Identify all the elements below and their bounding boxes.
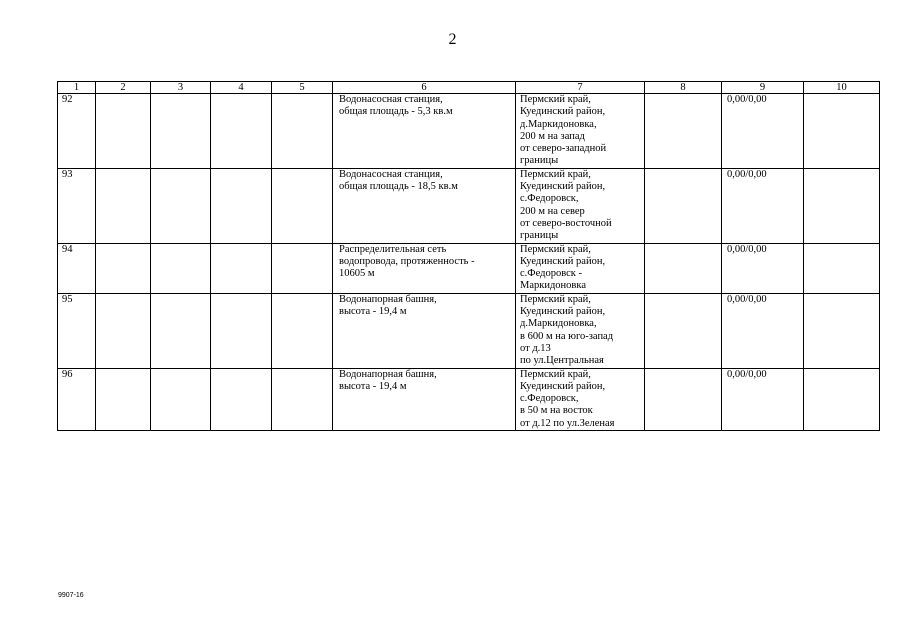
- table-row: [58, 368, 880, 430]
- address-line: 200 м на запад: [520, 130, 585, 142]
- empty-cell: [272, 293, 333, 368]
- object-name-cell: [333, 243, 516, 293]
- empty-cell: [211, 293, 272, 368]
- row-number: 92: [58, 94, 96, 169]
- address-line: от северо-восточной: [520, 217, 612, 229]
- row-number: 93: [58, 168, 96, 243]
- value-cell: 0,00/0,00: [722, 368, 804, 430]
- table-row: [58, 168, 880, 243]
- column-header: 2: [96, 82, 151, 94]
- object-name-line: высота - 19,4 м: [339, 306, 407, 318]
- address-line: по ул.Центральная: [520, 355, 604, 367]
- address-line: Пермский край,: [520, 243, 591, 255]
- address-cell: [516, 168, 645, 243]
- empty-cell: [804, 293, 880, 368]
- empty-cell: [272, 368, 333, 430]
- address-line: от д.12 по ул.Зеленая: [520, 417, 615, 429]
- object-name-line: Водонасосная станция,: [339, 94, 443, 105]
- object-name-line: Водонасосная станция,: [339, 168, 443, 180]
- address-line: с.Федоровск -: [520, 268, 582, 280]
- address-cell: [516, 94, 645, 169]
- empty-cell: [151, 293, 211, 368]
- object-name-line: Водонапорная башня,: [339, 293, 437, 305]
- empty-cell: [272, 243, 333, 293]
- empty-cell: [211, 243, 272, 293]
- empty-cell: [96, 243, 151, 293]
- table-row: [58, 293, 880, 368]
- address-line: Пермский край,: [520, 94, 591, 105]
- address-line: Пермский край,: [520, 293, 591, 305]
- address-line: Маркидоновка: [520, 280, 586, 292]
- object-name-line: высота - 19,4 м: [339, 380, 407, 392]
- column-header: 1: [58, 82, 96, 94]
- address-line: границы: [520, 155, 559, 167]
- table-row: [58, 243, 880, 293]
- address-line: д.Маркидоновка,: [520, 318, 597, 330]
- address-line: д.Маркидоновка,: [520, 118, 597, 130]
- column-numbers-row: [58, 82, 880, 94]
- column-header: 3: [151, 82, 211, 94]
- value-cell: 0,00/0,00: [722, 293, 804, 368]
- empty-cell: [804, 94, 880, 169]
- empty-cell: [151, 243, 211, 293]
- empty-cell: [96, 293, 151, 368]
- address-line: Куединский район,: [520, 106, 606, 118]
- row-number: 95: [58, 293, 96, 368]
- address-line: Куединский район,: [520, 181, 606, 193]
- empty-cell: [272, 168, 333, 243]
- object-name-line: водопровода, протяженность -: [339, 255, 475, 267]
- empty-cell: [96, 168, 151, 243]
- empty-cell: [804, 243, 880, 293]
- empty-cell: [645, 168, 722, 243]
- address-line: Куединский район,: [520, 255, 606, 267]
- object-name-cell: [333, 168, 516, 243]
- empty-cell: [645, 368, 722, 430]
- address-line: 200 м на север: [520, 205, 585, 217]
- empty-cell: [804, 368, 880, 430]
- column-header: 4: [211, 82, 272, 94]
- column-header: 10: [804, 82, 880, 94]
- object-name-cell: [333, 94, 516, 169]
- address-line: от северо-западной: [520, 143, 607, 155]
- column-header: 8: [645, 82, 722, 94]
- address-line: границы: [520, 230, 559, 242]
- address-cell: [516, 293, 645, 368]
- address-line: Пермский край,: [520, 168, 591, 180]
- address-line: в 600 м на юго-запад: [520, 330, 614, 342]
- address-line: от д.13: [520, 342, 551, 354]
- empty-cell: [272, 94, 333, 169]
- address-cell: [516, 243, 645, 293]
- object-name-line: общая площадь - 18,5 кв.м: [339, 181, 458, 193]
- empty-cell: [645, 293, 722, 368]
- empty-cell: [211, 168, 272, 243]
- address-line: с.Федоровск,: [520, 393, 579, 405]
- empty-cell: [151, 94, 211, 169]
- table-row: [58, 94, 880, 169]
- empty-cell: [804, 168, 880, 243]
- value-cell: 0,00/0,00: [722, 94, 804, 169]
- object-name-line: Водонапорная башня,: [339, 368, 437, 380]
- property-registry-table: [57, 81, 880, 431]
- empty-cell: [645, 243, 722, 293]
- address-line: в 50 м на восток: [520, 405, 593, 417]
- empty-cell: [96, 94, 151, 169]
- address-line: Пермский край,: [520, 368, 591, 380]
- value-cell: 0,00/0,00: [722, 243, 804, 293]
- address-line: Куединский район,: [520, 380, 606, 392]
- row-number: 96: [58, 368, 96, 430]
- object-name-line: общая площадь - 5,3 кв.м: [339, 106, 453, 118]
- object-name-line: Распределительная сеть: [339, 243, 447, 255]
- address-line: с.Федоровск,: [520, 193, 579, 205]
- object-name-cell: [333, 293, 516, 368]
- column-header: 5: [272, 82, 333, 94]
- object-name-line: 10605 м: [339, 268, 375, 280]
- address-line: Куединский район,: [520, 306, 606, 318]
- page-number: 2: [448, 31, 457, 48]
- column-header: 9: [722, 82, 804, 94]
- address-cell: [516, 368, 645, 430]
- empty-cell: [645, 94, 722, 169]
- column-header: 7: [516, 82, 645, 94]
- empty-cell: [96, 368, 151, 430]
- object-name-cell: [333, 368, 516, 430]
- column-header: 6: [333, 82, 516, 94]
- empty-cell: [211, 368, 272, 430]
- document-code: 9907-16: [58, 592, 84, 599]
- value-cell: 0,00/0,00: [722, 168, 804, 243]
- empty-cell: [151, 168, 211, 243]
- empty-cell: [211, 94, 272, 169]
- empty-cell: [151, 368, 211, 430]
- row-number: 94: [58, 243, 96, 293]
